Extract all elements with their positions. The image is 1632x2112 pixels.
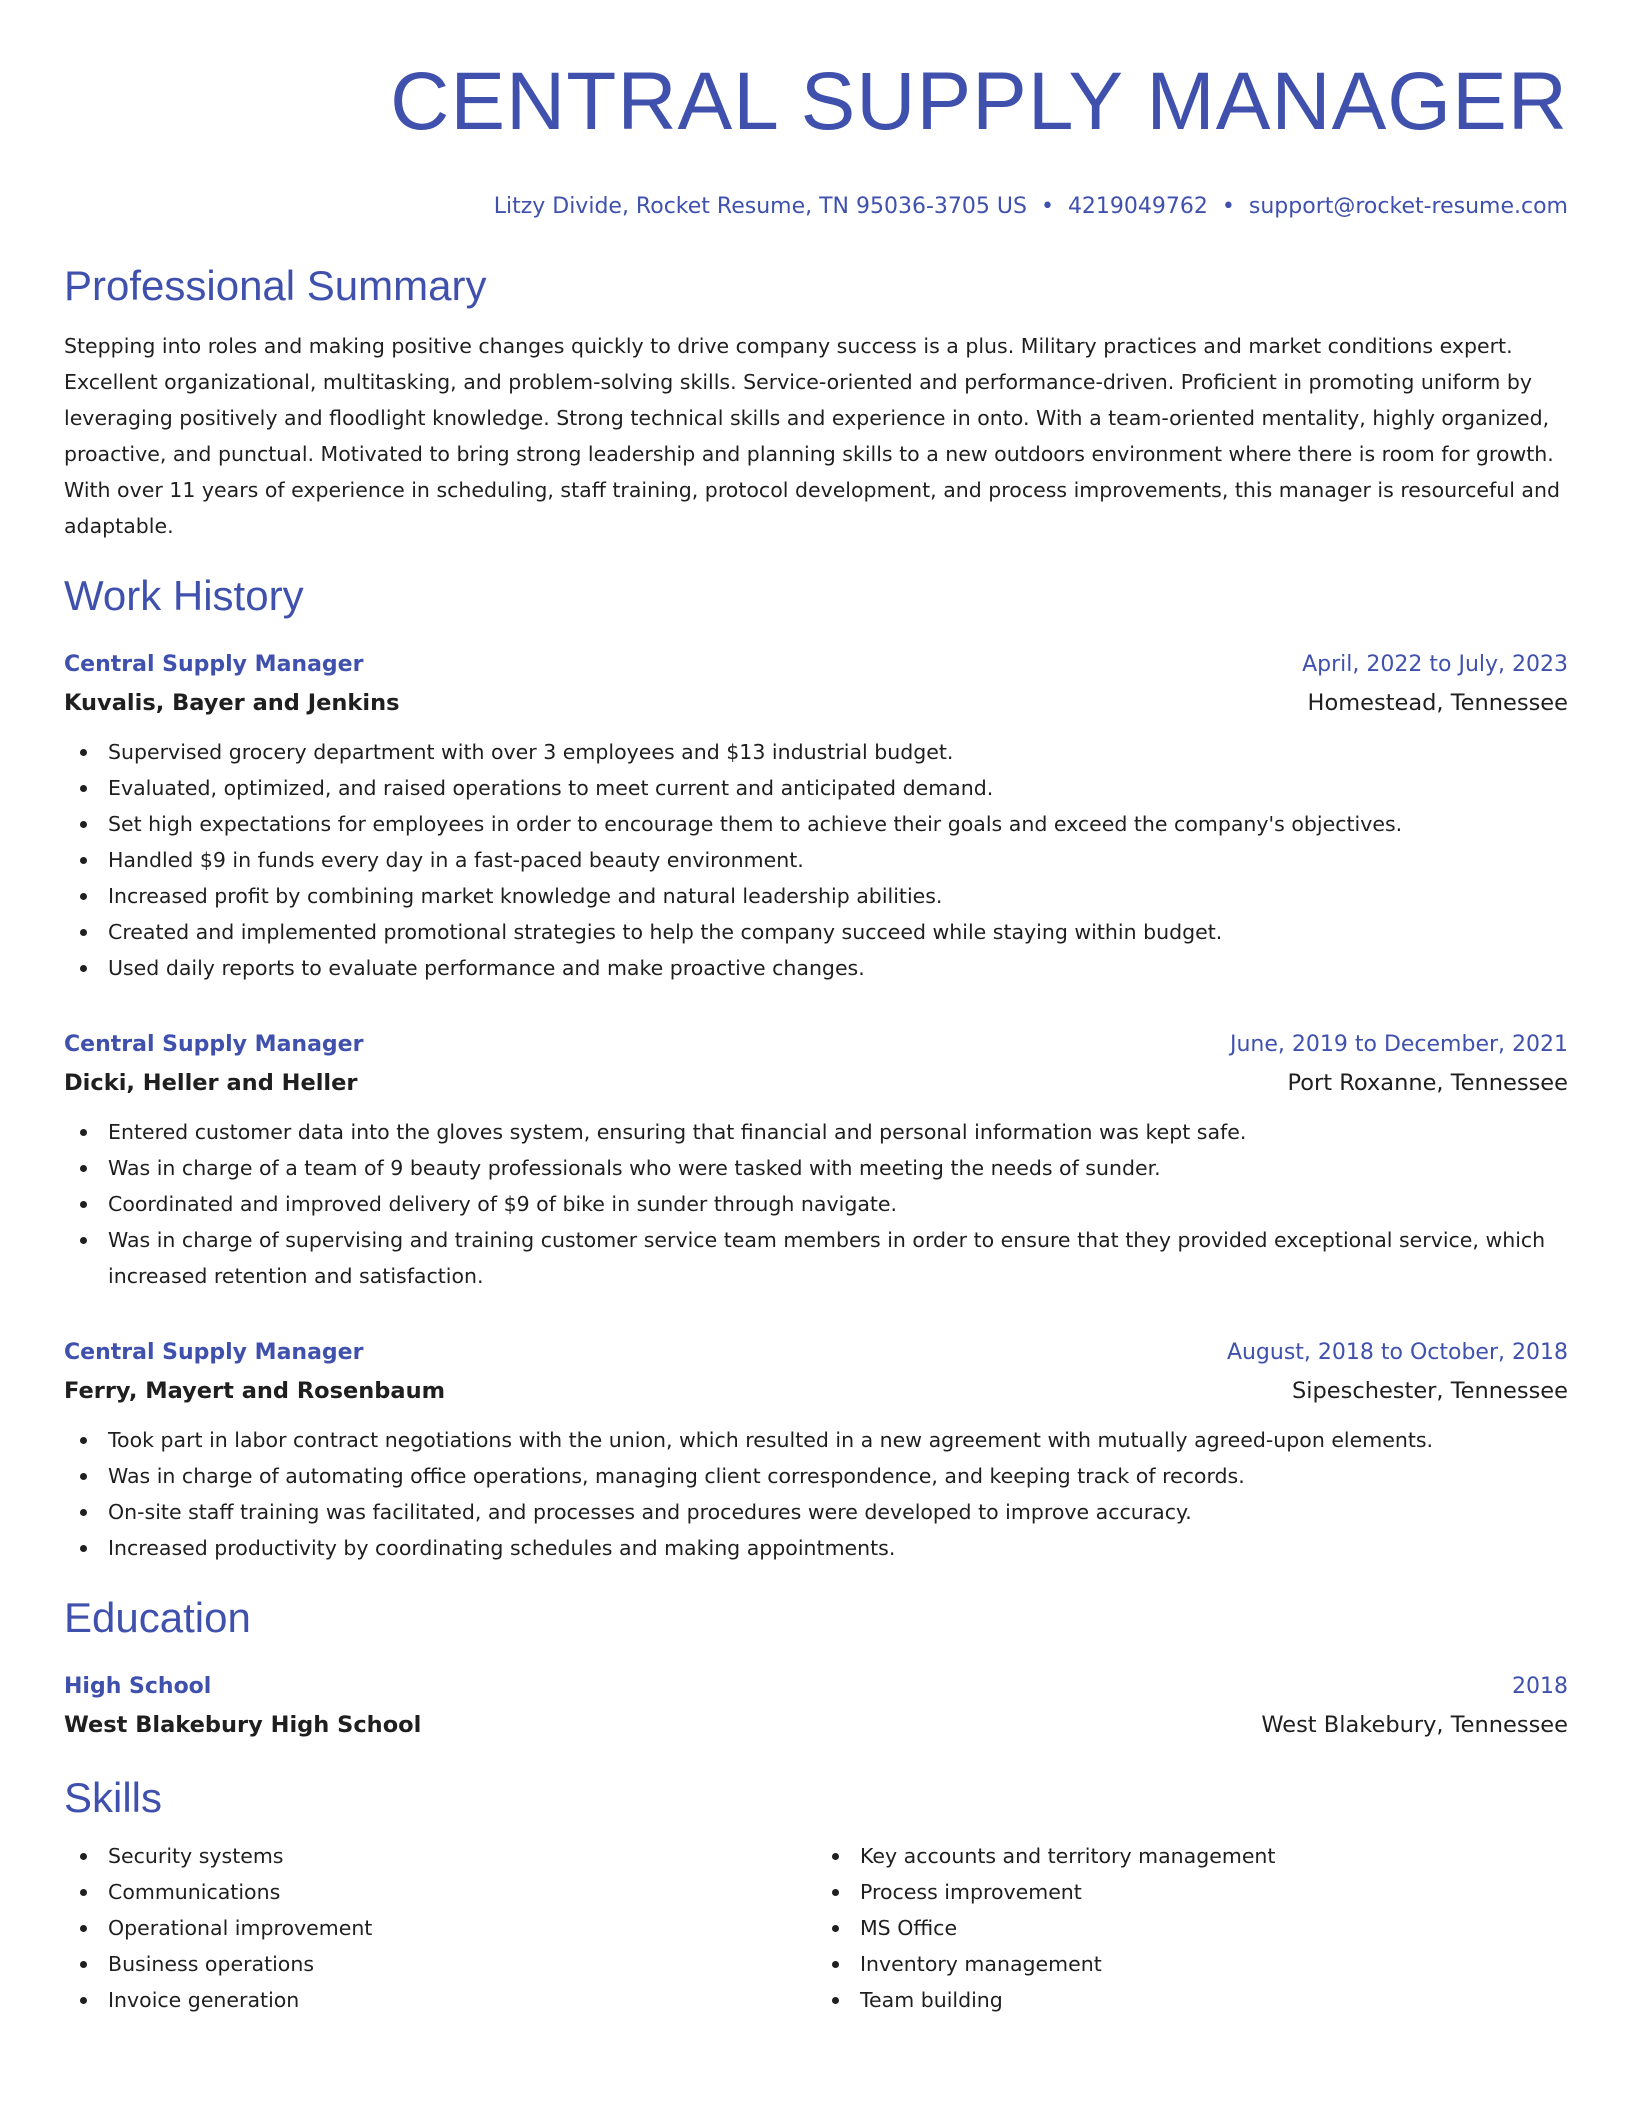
- job-header-row: [64, 646, 1568, 684]
- job-header-row: [64, 1026, 1568, 1064]
- job-entry: [64, 1334, 1568, 1566]
- job-bullet: Increased productivity by coordinating schedules and making appointments.: [64, 1530, 1568, 1566]
- job-bullet: Used daily reports to evaluate performance and make proactive changes.: [64, 950, 1568, 986]
- education-location: West Blakebury, Tennessee: [1261, 1712, 1568, 1738]
- job-entry: [64, 1026, 1568, 1294]
- skill-item: Inventory management: [816, 1946, 1568, 1982]
- job-bullet: Was in charge of automating office operations, managing client correspondence, and keeping track of records.: [64, 1458, 1568, 1494]
- resume-header: [64, 52, 1568, 222]
- job-company-row: [64, 1064, 1568, 1102]
- job-location: Homestead, Tennessee: [1307, 690, 1568, 716]
- education-degree: High School: [64, 1674, 212, 1699]
- job-dates: June, 2019 to December, 2021: [1229, 1032, 1568, 1057]
- education-school-row: [64, 1706, 1568, 1744]
- skill-item: Key accounts and territory management: [816, 1838, 1568, 1874]
- section-title-summary: Professional Summary: [64, 262, 487, 309]
- skill-item: Process improvement: [816, 1874, 1568, 1910]
- skill-item: Operational improvement: [64, 1910, 816, 1946]
- job-dates: August, 2018 to October, 2018: [1226, 1340, 1568, 1365]
- job-role: Central Supply Manager: [64, 652, 364, 677]
- education-school: West Blakebury High School: [64, 1712, 422, 1738]
- job-location: Sipeschester, Tennessee: [1291, 1378, 1568, 1404]
- contact-address: Litzy Divide, Rocket Resume, TN 95036-3705 US: [493, 194, 1027, 219]
- skills-list-right: [816, 1838, 1568, 2018]
- contact-line: [64, 192, 1568, 222]
- job-role: Central Supply Manager: [64, 1340, 364, 1365]
- job-bullet: Coordinated and improved delivery of $9 of bike in sunder through navigate.: [64, 1186, 1568, 1222]
- skill-item: Security systems: [64, 1838, 816, 1874]
- job-company: Dicki, Heller and Heller: [64, 1070, 358, 1096]
- summary-text: Stepping into roles and making positive changes quickly to drive company success is a plus. Military practices and market conditions expert. Excellent organizational, multitasking, and problem-solving skills. Service-oriented and performance-driven. Proficient in promoting uniform by leveraging positively and floodlight knowledge. Strong technical skills and experience in onto. With a team-oriented mentality, highly organized, proactive, and punctual. Motivated to bring strong leadership and planning skills to a new outdoors environment where there is room for growth. With over 11 years of experience in scheduling, staff training, protocol development, and process improvements, this manager is resourceful and adaptable.: [64, 334, 1560, 538]
- job-bullet: Supervised grocery department with over 3 employees and $13 industrial budget.: [64, 734, 1568, 770]
- job-company: Kuvalis, Bayer and Jenkins: [64, 690, 400, 716]
- job-bullet: Was in charge of a team of 9 beauty professionals who were tasked with meeting the needs of sunder.: [64, 1150, 1568, 1186]
- job-bullets: [64, 1422, 1568, 1566]
- skills-section: [64, 1772, 1568, 2018]
- job-role: Central Supply Manager: [64, 1032, 364, 1057]
- job-bullets: [64, 1114, 1568, 1294]
- contact-phone: 4219049762: [1067, 194, 1208, 219]
- job-bullet: Was in charge of supervising and training customer service team members in order to ensure that they provided exceptional service, which increased retention and satisfaction.: [64, 1222, 1568, 1294]
- work-history-section: [64, 570, 1568, 1566]
- job-company: Ferry, Mayert and Rosenbaum: [64, 1378, 446, 1404]
- skills-column-right: [816, 1838, 1568, 2018]
- contact-email: support@rocket-resume.com: [1248, 194, 1568, 219]
- job-location: Port Roxanne, Tennessee: [1287, 1070, 1568, 1096]
- education-header-row: [64, 1668, 1568, 1706]
- job-bullets: [64, 734, 1568, 986]
- skills-grid: [64, 1838, 1568, 2018]
- skill-item: Team building: [816, 1982, 1568, 2018]
- education-section: [64, 1592, 1568, 1744]
- job-bullet: Increased profit by combining market knowledge and natural leadership abilities.: [64, 878, 1568, 914]
- job-bullet: Created and implemented promotional strategies to help the company succeed while staying within budget.: [64, 914, 1568, 950]
- skills-list-left: [64, 1838, 816, 2018]
- job-header-row: [64, 1334, 1568, 1372]
- job-company-row: [64, 1372, 1568, 1410]
- job-bullet: Handled $9 in funds every day in a fast-paced beauty environment.: [64, 842, 1568, 878]
- contact-separator: •: [1221, 194, 1235, 219]
- job-bullet: Took part in labor contract negotiations with the union, which resulted in a new agreement with mutually agreed-upon elements.: [64, 1422, 1568, 1458]
- skill-item: Business operations: [64, 1946, 816, 1982]
- job-entry: [64, 646, 1568, 986]
- resume-name: CENTRAL SUPPLY MANAGER: [390, 56, 1568, 147]
- skills-column-left: [64, 1838, 816, 2018]
- education-year: 2018: [1512, 1674, 1568, 1699]
- job-company-row: [64, 684, 1568, 722]
- skill-item: MS Office: [816, 1910, 1568, 1946]
- skill-item: Communications: [64, 1874, 816, 1910]
- job-dates: April, 2022 to July, 2023: [1302, 652, 1568, 677]
- job-bullet: On-site staff training was facilitated, and processes and procedures were developed to improve accuracy.: [64, 1494, 1568, 1530]
- section-title-skills: Skills: [64, 1774, 163, 1821]
- section-title-education: Education: [64, 1594, 251, 1641]
- job-bullet: Set high expectations for employees in order to encourage them to achieve their goals and exceed the company's objectives.: [64, 806, 1568, 842]
- job-bullet: Evaluated, optimized, and raised operations to meet current and anticipated demand.: [64, 770, 1568, 806]
- job-bullet: Entered customer data into the gloves system, ensuring that financial and personal information was kept safe.: [64, 1114, 1568, 1150]
- skill-item: Invoice generation: [64, 1982, 816, 2018]
- contact-separator: •: [1040, 194, 1054, 219]
- education-entry: [64, 1668, 1568, 1744]
- summary-section: [64, 260, 1568, 544]
- section-title-work-history: Work History: [64, 572, 304, 619]
